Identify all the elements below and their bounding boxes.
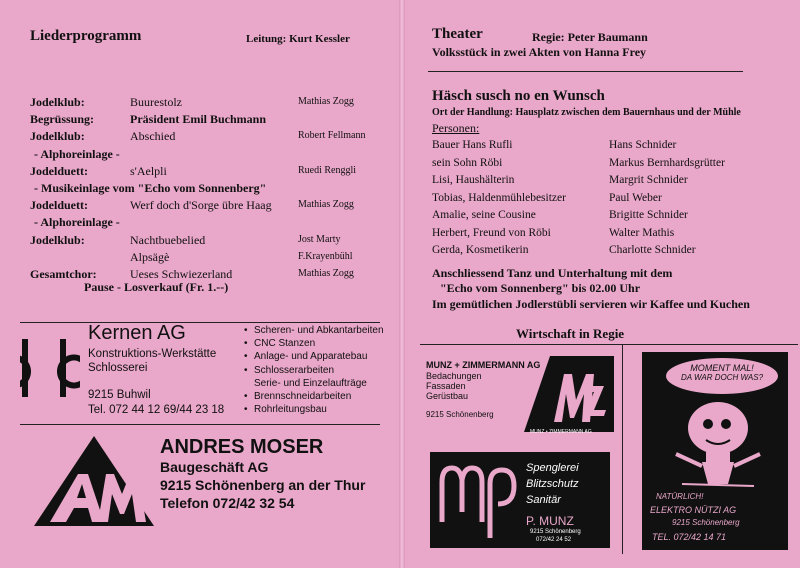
kernen-tel: Tel. 072 44 12 69/44 23 18 <box>88 404 225 416</box>
program-song: Ueses Schwiezerland <box>130 267 233 281</box>
cast-role: Tobias, Haldenmühlebesitzer <box>432 191 566 204</box>
cartoon-figure-icon <box>662 394 772 490</box>
tanz-line1: Anschliessend Tanz und Unterhaltung mit dem <box>432 266 673 280</box>
program-song: Werf doch d'Sorge übre Haag <box>130 198 272 213</box>
program-label: Jodelduett: <box>30 163 88 178</box>
mz-logo-caption: MUNZ • ZIMMERMANN AG <box>530 429 592 435</box>
cartoon-bottom2: ELEKTRO NÜTZI AG <box>650 505 737 515</box>
pause-note: Pause - Losverkauf (Fr. 1.--) <box>84 280 229 294</box>
program-label: Jodelklub: <box>30 129 85 144</box>
cast-role: Amalie, seine Cousine <box>432 209 536 221</box>
program-label: Jodelklub: <box>30 95 85 109</box>
program-label: Jodelduett: <box>30 198 88 213</box>
spengler-line3: Sanitär <box>526 494 561 506</box>
cast-role: Herbert, Freund von Röbi <box>432 226 551 239</box>
spengler-city: 9215 Schönenberg <box>530 529 581 535</box>
cast-role: Gerda, Kosmetikerin <box>432 244 529 256</box>
separator <box>420 344 798 345</box>
wirtschaft-title: Wirtschaft in Regie <box>516 326 625 341</box>
cast-actor: Charlotte Schnider <box>609 244 696 256</box>
program-song: Alpsägè <box>130 249 170 264</box>
program-composer: F.Krayenbühl <box>298 250 353 262</box>
cast-actor: Margrit Schnider <box>609 174 688 186</box>
kernen-sub2: Schlosserei <box>88 362 148 374</box>
cast-actor: Hans Schnider <box>609 139 677 151</box>
moser-logo <box>34 436 154 526</box>
program-composer: Mathias Zogg <box>298 96 354 107</box>
leitung: Leitung: Kurt Kessler <box>246 33 350 45</box>
program-song: Abschied <box>130 129 176 144</box>
cartoon-bottom3: 9215 Schönenberg <box>672 518 740 527</box>
elektro-ad <box>642 352 788 550</box>
program-composer: Ruedi Renggli <box>298 164 357 176</box>
program-title: Liederprogramm <box>30 28 142 44</box>
program-label: - Musikeinlage vom "Echo vom Sonnenberg" <box>34 181 267 195</box>
program-song: Buurestolz <box>130 95 182 109</box>
mz-logo <box>520 352 614 440</box>
service-item: • Schlosserarbeiten <box>244 364 335 376</box>
speech-bubble: MOMENT MAL! DA WAR DOCH WAS? <box>666 358 778 394</box>
volksstueck: Volksstück in zwei Akten von Hanna Frey <box>432 45 647 59</box>
program-label: Jodelklub: <box>30 232 85 247</box>
kernen-logo <box>20 337 80 401</box>
regie: Regie: Peter Baumann <box>532 30 648 44</box>
separator <box>428 71 743 72</box>
tanz-line2: "Echo vom Sonnenberg" bis 02.00 Uhr <box>440 281 641 295</box>
moser-line2: 9215 Schönenberg an der Thur <box>160 477 366 493</box>
page-fold <box>399 0 405 568</box>
mp-logo <box>438 462 518 540</box>
program-composer: Mathias Zogg <box>298 199 354 211</box>
program-label: - Alphoreinlage - <box>34 215 120 230</box>
cast-role: sein Sohn Röbi <box>432 156 503 169</box>
theater-title: Theater <box>432 26 483 42</box>
program-composer: Mathias Zogg <box>298 268 354 279</box>
cartoon-bottom1: NATÜRLICH! <box>656 492 704 501</box>
cast-actor: Walter Mathis <box>609 226 675 239</box>
spengler-tel: 072/42 24 52 <box>536 537 572 543</box>
separator <box>20 424 380 425</box>
moser-line1: Baugeschäft AG <box>160 459 269 475</box>
munz-city: 9215 Schönenberg <box>426 410 494 419</box>
spengler-line2: Blitzschutz <box>526 478 579 490</box>
munz-name: MUNZ + ZIMMERMANN AG <box>426 360 541 370</box>
cast-actor: Brigitte Schnider <box>609 209 688 221</box>
play-title: Häsch susch no en Wunsch <box>432 88 605 104</box>
cast-actor: Markus Bernhardsgrütter <box>609 156 725 169</box>
program-label: - Alphoreinlage - <box>34 146 120 161</box>
program-song: s'Aelpli <box>130 163 167 178</box>
service-item: • Anlage- und Apparatebau <box>244 351 368 363</box>
service-item: • Scheren- und Abkantarbeiten <box>244 325 384 336</box>
munz-line1: Bedachungen <box>426 371 482 381</box>
program-label: Begrüssung: <box>30 112 95 127</box>
kernen-name: Kernen AG <box>88 322 186 344</box>
program-label: Gesamtchor: <box>30 267 97 281</box>
cast-role: Bauer Hans Rufli <box>432 139 513 151</box>
spengler-ad <box>430 452 610 548</box>
moser-name: ANDRES MOSER <box>160 436 324 458</box>
program-song: Präsident Emil Buchmann <box>130 112 267 127</box>
tanz-line3: Im gemütlichen Jodlerstübli servieren wir Kaffee und Kuchen <box>432 297 750 311</box>
cast-role: Lisi, Haushälterin <box>432 174 515 186</box>
separator <box>20 322 380 323</box>
service-item: • Rohrleitungsbau <box>244 404 327 416</box>
program-song: Nachtbuebelied <box>130 232 206 247</box>
moser-line3: Telefon 072/42 32 54 <box>160 495 295 511</box>
service-item: Serie- und Einzelaufträge <box>254 377 367 389</box>
spengler-line1: Spenglerei <box>526 462 579 474</box>
program-composer: Robert Fellmann <box>298 130 366 142</box>
kernen-city: 9215 Buhwil <box>88 389 151 401</box>
cast-actor: Paul Weber <box>609 191 662 204</box>
munz-line2: Fassaden <box>426 381 466 391</box>
service-item: • Brennschneidarbeiten <box>244 391 352 403</box>
kernen-sub1: Konstruktions-Werkstätte <box>88 348 217 360</box>
kernen-services <box>244 324 384 416</box>
personen-label: Personen: <box>432 121 480 135</box>
munz-line3: Gerüstbau <box>426 391 469 401</box>
cartoon-bottom4: TEL. 072/42 14 71 <box>652 532 727 542</box>
program-composer: Jost Marty <box>298 233 341 245</box>
service-item: • CNC Stanzen <box>244 338 316 350</box>
ort-der-handlung: Ort der Handlung: Hausplatz zwischen dem Bauernhaus und der Mühle <box>432 107 741 118</box>
spengler-name: P. MUNZ <box>526 514 574 528</box>
separator <box>622 344 623 554</box>
